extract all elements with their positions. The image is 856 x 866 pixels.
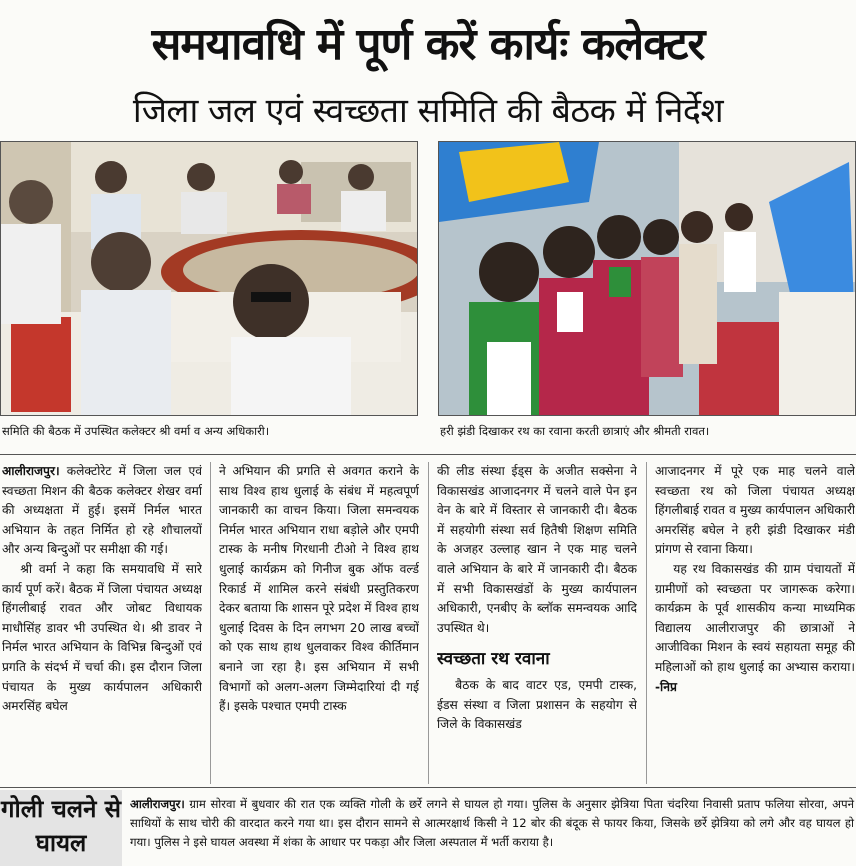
article-dateline: आलीराजपुर।	[2, 464, 60, 478]
article-column-1	[2, 462, 202, 784]
flag-off-photo-illustration	[439, 142, 855, 415]
divider	[0, 787, 856, 788]
brief-body	[130, 795, 854, 852]
article-paragraph: आजादनगर में पूरे एक माह चलने वाले स्वच्छता रथ को जिला पंचायत अध्यक्ष हिंगलीबाई रावत व मुख्य कार्यपालन अधिकारी अमरसिंह बघेल ने हरी झंडी दिखाकर मंडी प्रांगण से रवाना किया।	[655, 464, 855, 557]
article-column-4	[655, 462, 855, 784]
article-paragraph: यह रथ विकासखंड की ग्राम पंचायतों में ग्रामीणों को स्वच्छता पर जागरूक करेगा। कार्यक्रम के पूर्व शासकीय कन्या माध्यमिक विद्यालय आलीराजपुर की छात्राओं ने आजीविका मिशन के स्वयं सहायता समूह की महिलाओं को हाथ धुलाई का अभ्यास कराया।	[655, 561, 855, 674]
brief-headline: गोली चलने से घायल	[0, 790, 122, 866]
column-rule	[428, 462, 429, 784]
sub-headline: जिला जल एवं स्वच्छता समिति की बैठक में निर्देश	[132, 91, 724, 131]
flag-off-photo	[438, 141, 856, 416]
article-paragraph: कलेक्टोरेट में जिला जल एवं स्वच्छता मिशन की बैठक कलेक्टर शेखर वर्मा की अध्यक्षता में हुई। इसमें निर्मल भारत अभियान के तहत निर्मित हो रहे शौचालयों और अन्य बिन्दुओं पर समीक्षा की गई।	[2, 464, 202, 557]
article-subhead: स्वच्छता रथ रवाना	[437, 649, 550, 670]
meeting-photo-illustration	[1, 142, 417, 415]
photo-caption: हरी झंडी दिखाकर रथ का रवाना करती छात्राएं और श्रीमती रावत।	[440, 424, 710, 438]
article-paragraph: ने अभियान की प्रगति से अवगत कराने के साथ विश्व हाथ धुलाई के संबंध में महत्वपूर्ण जानकारी का वाचन किया। जिला समन्वयक निर्मल भारत अभियान राधा बड़ोले और एमपी टास्क के मनीष गिरधानी टीओ ने विश्व हाथ धुलाई कार्यक्रम को गिनीज बुक ऑफ वर्ल्ड रिकार्ड में शामिल करने संबंधी प्रस्तुतिकरण देकर बताया कि शासन पूरे प्रदेश में विश्व हाथ धुलाई दिवस के दिन लगभग 20 लाख बच्चों को एक साथ हाथ धुलवाकर विश्व कीर्तिमान बनाने जा रहा है। इस अभियान में सभी विभागों को अलग-अलग जिम्मेदारियां दी गई हैं। इसके पश्चात एमपी टास्क	[219, 464, 419, 714]
column-rule	[646, 462, 647, 784]
brief-dateline: आलीराजपुर।	[130, 797, 185, 811]
main-headline: समयावधि में पूर्ण करें कार्यः कलेक्टर	[151, 19, 705, 70]
article-paragraph: की लीड संस्था ईड्स के अजीत सक्सेना ने विकासखंड आजादनगर में चलने वाले पेन इन वेन के बारे में विस्तार से जानकारी दी। बैठक में सहयोगी संस्था सर्व हितैषी शिक्षण समिति के अजहर उल्लाह खान ने एक माह चलने वाले अभियान के बारे में जानकारी दी। बैठक में सभी विकासखंडों के मुख्य कार्यपालन अधिकारी, एनबीए के ब्लॉक समन्वयक आदि उपस्थित थे।	[437, 464, 637, 635]
column-rule	[210, 462, 211, 784]
divider	[0, 454, 856, 455]
article-signoff: -निप्र	[655, 679, 677, 694]
article-column-3	[437, 462, 637, 784]
article-paragraph: श्री वर्मा ने कहा कि समयावधि में सारे कार्य पूर्ण करें। बैठक में जिला पंचायत अध्यक्ष हिंगलीबाई रावत और जोबट विधायक माधौसिंह डावर भी उपस्थित थे। श्री डावर ने निर्मल भारत अभियान के विभिन्न बिन्दुओं एवं प्रगति के संदर्भ में चर्चा की। इस दौरान जिला पंचायत के मुख्य कार्यपालन अधिकारी अमरसिंह बघेल	[2, 561, 202, 714]
article-paragraph: बैठक के बाद वाटर एड, एमपी टास्क, ईडस संस्था व जिला प्रशासन के सहयोग से जिले के विकासखंड	[437, 677, 637, 732]
meeting-photo	[0, 141, 418, 416]
brief-text: ग्राम सोरवा में बुधवार की रात एक व्यक्ति गोली के छर्रे लगने से घायल हो गया। पुलिस के अनुसार झेत्रिया पिता चंदरिया निवासी प्रताप फलिया सोरवा, अपने साथियों के साथ चोरी की वारदात करने गया था। इस दौरान सामने से आत्मरक्षार्थ किसी ने 12 बोर की बंदूक से फायर किया, जिसके छर्रे झेत्रिया को लगे और वह घायल हो गया। पुलिस ने इसे घायल अवस्था में शंका के आधार पर पकड़ा और जिला अस्पताल में भर्ती कराया है।	[130, 797, 855, 849]
photo-caption: समिति की बैठक में उपस्थित कलेक्टर श्री वर्मा व अन्य अधिकारी।	[2, 424, 270, 438]
article-column-2	[219, 462, 419, 784]
